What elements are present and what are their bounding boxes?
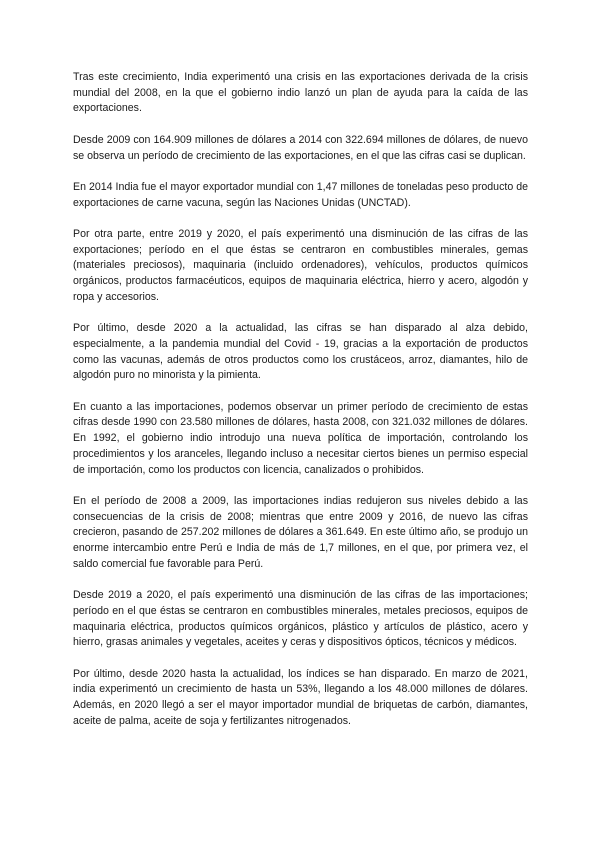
document-body (73, 70, 528, 729)
paragraph-imports-2008-2016: En el período de 2008 a 2009, las importaciones indias redujeron sus niveles debido a las consecuencias de la crisis de 2008; mientras que entre 2009 y 2016, de nuevo las cifras crecieron, pasando de 257.202 millones de dólares a 361.649. En este último año, se produjo un enorme intercambio entre Perú e India de más de 1,7 millones, en el que, por primera vez, el saldo comercial fue favorable para Perú. (73, 494, 528, 570)
paragraph-beef-exports-2014: En 2014 India fue el mayor exportador mundial con 1,47 millones de toneladas peso producto de exportaciones de carne vacuna, según las Naciones Unidas (UNCTAD). (73, 180, 528, 209)
paragraph-import-decline-2019-2020: Desde 2019 a 2020, el país experimentó una disminución de las cifras de las importaciones; período en el que éstas se centraron en combustibles minerales, metales preciosos, equipos de maquinaria eléctrica, productos químicos orgánicos, plástico y artículos de plástico, acero y hierro, grasas animales y vegetales, aceites y ceras y dispositivos ópticos, técnicos y médicos. (73, 589, 528, 649)
paragraph-export-decline-2019-2020: Por otra parte, entre 2019 y 2020, el país experimentó una disminución de las cifras de las exportaciones; período en el que éstas se centraron en combustibles minerales, gemas (materiales preciosos), maquinaria (incluido ordenadores), vehículos, productos químicos orgánicos, productos farmacéuticos, equipos de maquinaria eléctrica, hierro y acero, algodón y ropa y accesorios. (73, 227, 528, 303)
paragraph-import-rise-2020: Por último, desde 2020 hasta la actualidad, los índices se han disparado. En marzo de 2021, india experimentó un crecimiento de hasta un 53%, llegando a los 48.000 millones de dólares. Además, en 2020 llegó a ser el mayor importador mundial de briquetas de carbón, diamantes, aceite de palma, aceite de soja y fertilizantes nitrogenados. (73, 667, 528, 727)
paragraph-export-crisis-2008: Tras este crecimiento, India experimentó una crisis en las exportaciones derivada de la crisis mundial del 2008, en la que el gobierno indio lanzó un plan de ayuda para la caída de las exportaciones. (73, 71, 528, 115)
paragraph-export-rise-2020: Por último, desde 2020 a la actualidad, las cifras se han disparado al alza debido, especialmente, a la pandemia mundial del Covid - 19, gracias a la exportación de productos como las vacunas, además de otros productos como los crustáceos, arroz, diamantes, hilo de algodón puro no minorista y la pimienta. (73, 322, 528, 382)
paragraph-export-growth-2009-2014: Desde 2009 con 164.909 millones de dólares a 2014 con 322.694 millones de dólares, de nuevo se observa un período de crecimiento de las exportaciones, en el que las cifras casi se duplican. (73, 133, 528, 162)
paragraph-import-growth-1990-2008: En cuanto a las importaciones, podemos observar un primer período de crecimiento de estas cifras desde 1990 con 23.580 millones de dólares, hasta 2008, con 321.032 millones de dólares. En 1992, el gobierno indio introdujo una nueva política de importación, controlando los procedimientos y los aranceles, llegando incluso a necesitar ciertos bienes un permiso especial de importación, como los productos con licencia, canalizados o prohibidos. (73, 400, 528, 476)
